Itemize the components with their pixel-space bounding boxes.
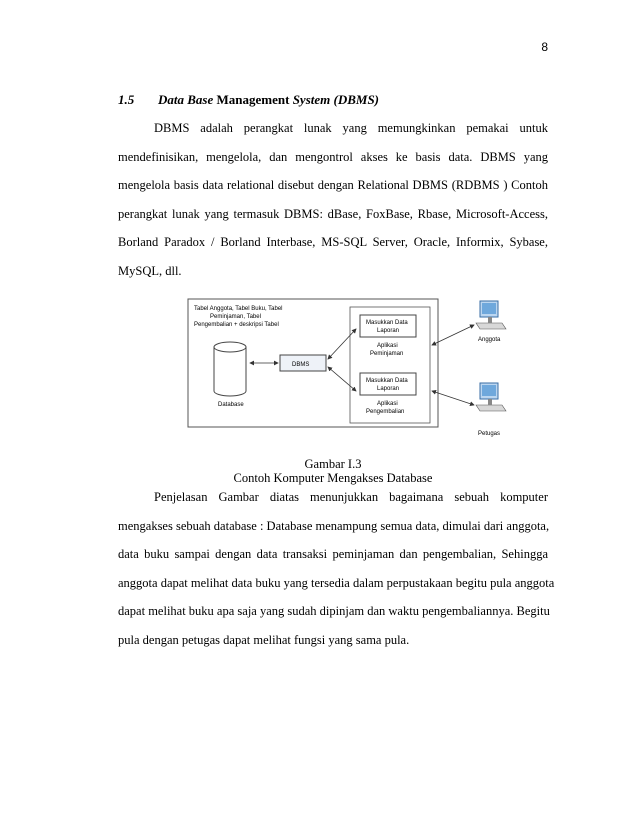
figure-caption-title: Contoh Komputer Mengakses Database: [233, 471, 433, 485]
tables-note-line: Tabel Anggota, Tabel Buku, Tabel: [194, 306, 283, 312]
paragraph-line: mendefinisikan, mengelola, dan mengontrol akses ke basis data. DBMS yang: [118, 149, 548, 164]
anggota-label: Anggota: [478, 337, 501, 343]
app1-name-line: Aplikasi: [377, 343, 398, 349]
computer-icon-petugas: [476, 383, 506, 411]
paragraph-line: pula dengan petugas dapat melihat fungsi yang sama pula.: [118, 632, 410, 647]
dbms-app1-arrow: [328, 329, 356, 359]
paragraph-line: MySQL, dll.: [118, 263, 182, 278]
section-title-part3: System (DBMS): [292, 92, 379, 107]
paragraph-line: Borland Paradox / Borland Interbase, MS-SQL Server, Oracle, Informix, Sybase,: [118, 235, 548, 249]
paragraph-line: mengakses sebuah database : Database menampung semua data, dimulai dari anggota,: [118, 518, 550, 533]
tables-note-line: Pengembalian + deskripsi Tabel: [194, 322, 279, 328]
app1-input-line: Laporan: [377, 328, 400, 334]
app2-input-line: Laporan: [377, 386, 400, 392]
dbms-diagram: [180, 293, 520, 443]
app1-name-line: Peminjaman: [370, 351, 404, 357]
petugas-label: Petugas: [478, 431, 501, 437]
dbms-label: DBMS: [292, 362, 310, 368]
dbms-app2-arrow: [328, 367, 356, 391]
paragraph-line: anggota dapat melihat data buku yang tersedia dalam perpustakaan begitu pula anggota: [118, 575, 555, 590]
section-heading: [118, 92, 379, 108]
app1-input-line: Masukkan Data: [366, 320, 408, 326]
computer-icon-anggota: [476, 301, 506, 329]
database-cylinder-icon: [214, 342, 246, 396]
tables-note-line: Peminjaman, Tabel: [210, 314, 261, 320]
database-label: Database: [218, 402, 244, 408]
app2-name-line: Aplikasi: [377, 401, 398, 407]
paragraph-figure-explanation: [118, 483, 555, 654]
section-title-part1: Data Base: [158, 92, 214, 107]
paragraph-line: perangkat lunak yang termasuk DBMS: dBase, FoxBase, Rbase, Microsoft-Access,: [118, 206, 548, 221]
paragraph-dbms-definition: [118, 114, 548, 285]
paragraph-line: DBMS adalah perangkat lunak yang memungkinkan pemakai untuk: [154, 121, 548, 135]
page-number: 8: [541, 40, 548, 54]
paragraph-line: mengelola basis data relational disebut dengan Relational DBMS (RDBMS ) Contoh: [118, 178, 548, 192]
figure-caption-number: Gambar I.3: [304, 457, 362, 471]
section-title-part2: Management: [213, 92, 293, 107]
paragraph-line: Penjelasan Gambar diatas menunjukkan bagaimana sebuah komputer: [154, 490, 548, 504]
paragraph-line: data buku sampai dengan data transaksi peminjaman dan pengembalian, Sehingga: [118, 547, 548, 561]
app2-input-line: Masukkan Data: [366, 378, 408, 384]
app2-name-line: Pengembalian: [366, 409, 405, 415]
paragraph-line: dapat melihat buku apa saja yang sudah dipinjam dan waktu pengembaliannya. Begitu: [118, 604, 550, 618]
section-number: 1.5: [118, 92, 135, 107]
